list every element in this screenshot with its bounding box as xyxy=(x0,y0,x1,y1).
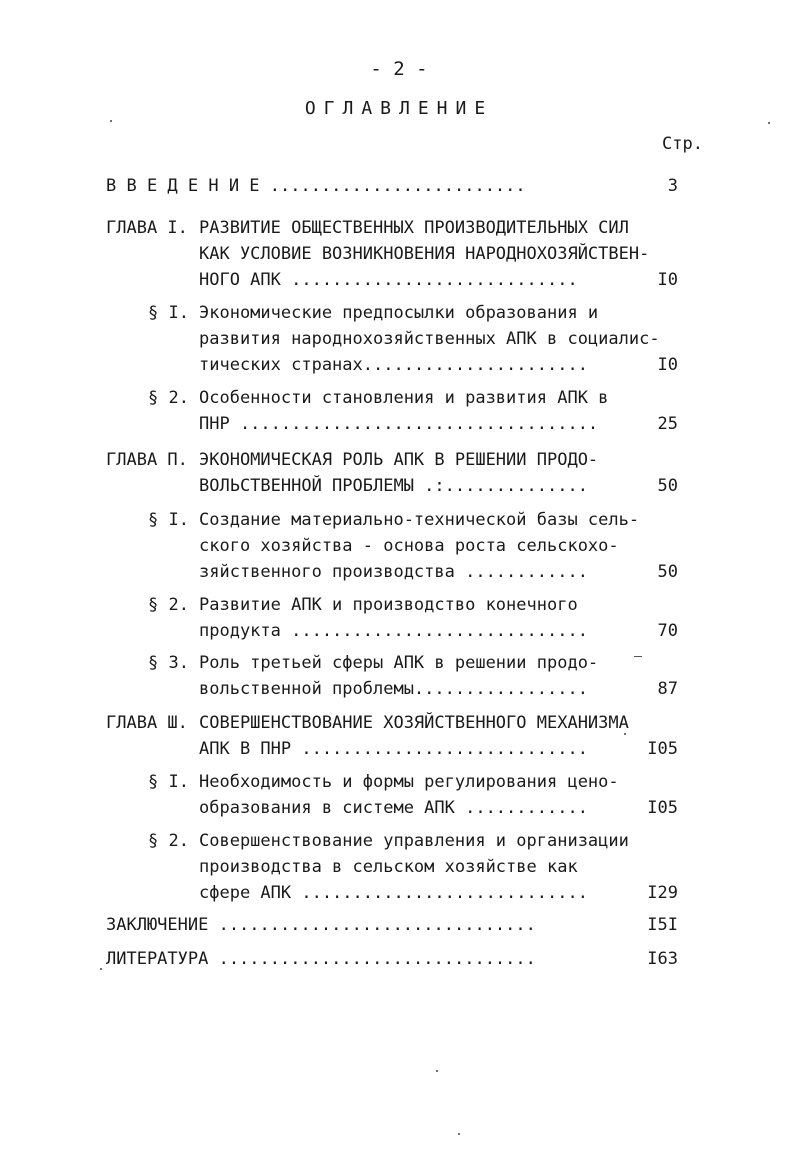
toc-section-2-1-line-1: Создание материально-технической базы сель- xyxy=(199,510,640,530)
toc-section-2-3-line-2: вольственной проблемы................. xyxy=(199,679,599,699)
toc-chapter-2-page: 50 xyxy=(657,476,678,496)
page-column-header: Стр. xyxy=(662,134,703,154)
toc-section-1-2-line-1: Особенности становления и развития АПК в xyxy=(199,388,609,408)
toc-section-1-1-line-3: тических странах...................... xyxy=(199,355,588,375)
toc-intro-title: В В Е Д Е Н И Е ......................... xyxy=(106,176,536,196)
toc-chapter-3-line-1: СОВЕРШЕНСТВОВАНИЕ ХОЗЯЙСТВЕННОГО МЕХАНИЗМА xyxy=(199,713,629,733)
scan-speck xyxy=(624,733,626,735)
toc-section-1-1-label: § I. xyxy=(148,303,189,323)
toc-section-1-1-line-2: развития народнохозяйственных АПК в социалис- xyxy=(199,329,660,349)
toc-chapter-2-line-1: ЭКОНОМИЧЕСКАЯ РОЛЬ АПК В РЕШЕНИИ ПРОДО- xyxy=(199,450,599,470)
toc-section-3-2-line-1: Совершенствование управления и организации xyxy=(199,831,629,851)
toc-section-3-1-label: § I. xyxy=(148,772,189,792)
toc-literature-title: ЛИТЕРАТУРА ............................... xyxy=(106,949,547,969)
toc-chapter-3-page: I05 xyxy=(647,739,678,759)
toc-section-3-1-page: I05 xyxy=(647,798,678,818)
toc-intro-page: 3 xyxy=(667,176,678,196)
scan-speck xyxy=(436,1070,438,1072)
toc-chapter-3-label: ГЛАВА Ш. xyxy=(106,713,188,733)
page-number: - 2 - xyxy=(370,58,428,80)
scan-mark xyxy=(634,656,642,657)
toc-section-2-2-line-2: продукта ............................. xyxy=(199,621,599,641)
toc-section-1-2-page: 25 xyxy=(657,414,678,434)
toc-section-2-2-line-1: Развитие АПК и производство конечного xyxy=(199,595,578,615)
toc-chapter-1-line-2: КАК УСЛОВИЕ ВОЗНИКНОВЕНИЯ НАРОДНОХОЗЯЙСТВЕН- xyxy=(199,244,650,264)
toc-section-2-3-line-1: Роль третьей сферы АПК в решении продо- xyxy=(199,653,599,673)
toc-section-3-1-line-1: Необходимость и формы регулирования цено- xyxy=(199,772,619,792)
toc-section-3-2-label: § 2. xyxy=(148,831,189,851)
scan-speck xyxy=(768,122,770,124)
page-title: ОГЛАВЛЕНИЕ xyxy=(304,98,494,119)
toc-section-1-2-line-2: ПНР ................................... xyxy=(199,414,599,434)
toc-section-1-1-page: I0 xyxy=(657,355,678,375)
scan-speck xyxy=(110,120,112,122)
toc-section-2-2-page: 70 xyxy=(657,621,678,641)
toc-section-3-2-page: I29 xyxy=(647,883,678,903)
toc-chapter-3-line-2: АПК В ПНР ............................ xyxy=(199,739,599,759)
toc-section-3-2-line-2: производства в сельском хозяйстве как xyxy=(199,857,578,877)
scan-speck xyxy=(458,1133,460,1135)
toc-conclusion-page: I5I xyxy=(647,915,678,935)
toc-section-2-3-page: 87 xyxy=(657,679,678,699)
toc-section-1-2-label: § 2. xyxy=(148,388,189,408)
toc-conclusion-title: ЗАКЛЮЧЕНИЕ ............................... xyxy=(106,915,547,935)
toc-chapter-2-label: ГЛАВА П. xyxy=(106,450,188,470)
toc-chapter-1-label: ГЛАВА I. xyxy=(106,218,188,238)
toc-section-2-1-line-3: зяйственного производства ............ xyxy=(199,562,599,582)
toc-chapter-1-page: I0 xyxy=(657,270,678,290)
toc-section-3-1-line-2: образования в системе АПК ............ xyxy=(199,798,599,818)
toc-section-1-1-line-1: Экономические предпосылки образования и xyxy=(199,303,599,323)
toc-section-2-1-page: 50 xyxy=(657,562,678,582)
scan-speck xyxy=(100,968,102,970)
toc-chapter-1-line-3: НОГО АПК ............................ xyxy=(199,270,588,290)
toc-section-2-1-label: § I. xyxy=(148,510,189,530)
toc-section-2-3-label: § 3. xyxy=(148,653,189,673)
toc-section-2-1-line-2: ского хозяйства - основа роста сельскохо- xyxy=(199,536,619,556)
toc-literature-page: I63 xyxy=(647,949,678,969)
toc-section-2-2-label: § 2. xyxy=(148,595,189,615)
toc-chapter-2-line-2: ВОЛЬСТВЕННОЙ ПРОБЛЕМЫ .:.............. xyxy=(199,476,599,496)
toc-section-3-2-line-3: сфере АПК ............................ xyxy=(199,883,599,903)
toc-chapter-1-line-1: РАЗВИТИЕ ОБЩЕСТВЕННЫХ ПРОИЗВОДИТЕЛЬНЫХ СИЛ xyxy=(199,218,629,238)
